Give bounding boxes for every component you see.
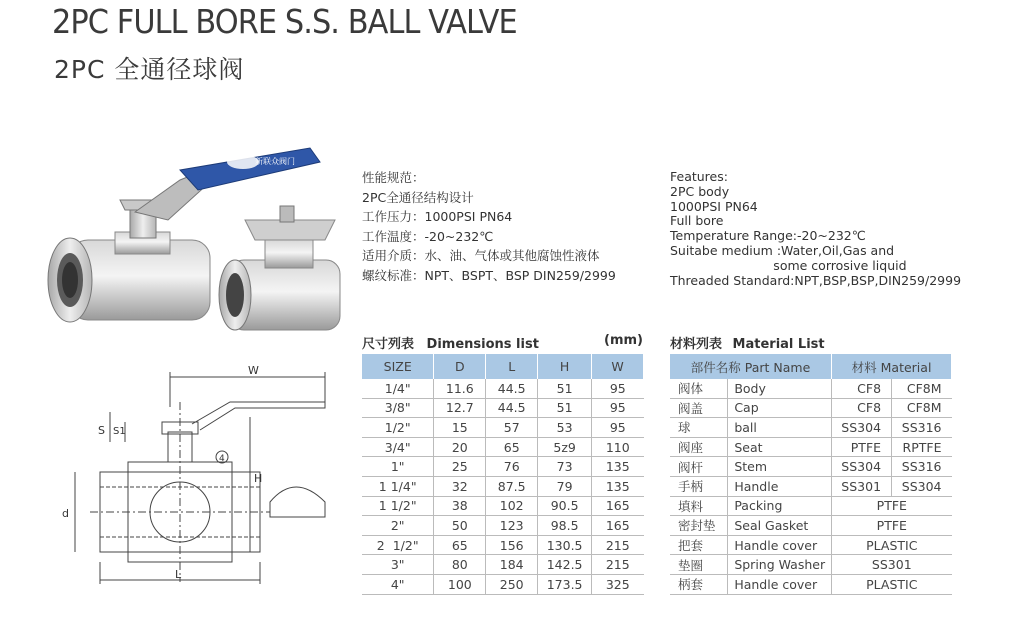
table-cell: 3/4" <box>362 437 434 457</box>
table-cell: 142.5 <box>538 555 592 575</box>
table-cell: 25 <box>434 457 486 477</box>
dimensions-unit: (mm) <box>604 333 643 348</box>
table-cell: 38 <box>434 496 486 516</box>
table-row <box>670 437 952 457</box>
table-cell: 53 <box>538 418 592 438</box>
label-h: H <box>254 472 263 485</box>
table-row <box>670 555 952 575</box>
table-row <box>362 496 644 516</box>
table-row <box>362 516 644 536</box>
table-cell: Spring Washer <box>728 555 832 575</box>
table-cell: 65 <box>434 535 486 555</box>
table-cell: 79 <box>538 476 592 496</box>
table-cell: 垫圈 <box>670 555 728 575</box>
table-row <box>362 457 644 477</box>
table-cell: 110 <box>592 437 644 457</box>
table-cell: Handle cover <box>728 574 832 594</box>
table-cell: 柄套 <box>670 574 728 594</box>
table-cell: 32 <box>434 476 486 496</box>
table-cell: 手柄 <box>670 476 728 496</box>
table-cell: 5z9 <box>538 437 592 457</box>
table-row <box>362 398 644 418</box>
table-cell: 1 1/4" <box>362 476 434 496</box>
table-cell: SS316 <box>892 457 952 477</box>
table-cell: SS304 <box>832 457 892 477</box>
table-cell: 123 <box>486 516 538 536</box>
table-cell: 20 <box>434 437 486 457</box>
table-cell: Stem <box>728 457 832 477</box>
table-cell: RPTFE <box>892 437 952 457</box>
table-row <box>362 418 644 438</box>
table-cell: PLASTIC <box>832 574 952 594</box>
table-header-row <box>362 354 644 379</box>
table-cell: Packing <box>728 496 832 516</box>
label-w: W <box>248 364 259 377</box>
table-cell: 1 1/2" <box>362 496 434 516</box>
label-d: d <box>62 507 69 520</box>
table-header-row <box>670 354 952 379</box>
spec-line: 性能规范： <box>362 170 425 185</box>
table-row <box>670 457 952 477</box>
feature-line: 2PC body <box>670 183 730 199</box>
table-cell: 球 <box>670 418 728 438</box>
table-row <box>670 476 952 496</box>
table-row <box>362 437 644 457</box>
feature-line: Features: <box>670 169 728 184</box>
table-cell: 密封垫 <box>670 516 728 536</box>
table-cell: 184 <box>486 555 538 575</box>
materials-title <box>670 333 825 352</box>
table-cell: CF8 <box>832 398 892 418</box>
spec-line: 工作温度：-20~232℃ <box>362 228 494 244</box>
table-row <box>362 574 644 594</box>
spec-line: 适用介质：水、油、气体或其他腐蚀性液体 <box>362 248 600 263</box>
table-cell: Seat <box>728 437 832 457</box>
page-title: 2PC FULL BORE S.S. BALL VALVE <box>52 2 517 41</box>
table-cell: 135 <box>592 476 644 496</box>
page-subtitle: 2PC 全通径球阀 <box>54 55 245 84</box>
table-cell: CF8M <box>892 379 952 398</box>
table-cell: 阀座 <box>670 437 728 457</box>
table-cell: 填料 <box>670 496 728 516</box>
table-cell: 阀盖 <box>670 398 728 418</box>
table-cell: 165 <box>592 496 644 516</box>
table-cell: PLASTIC <box>832 535 952 555</box>
table-cell: SS304 <box>892 476 952 496</box>
col-header-material: 材料 Material <box>832 354 952 379</box>
col-header: L <box>486 354 538 379</box>
table-row <box>670 418 952 438</box>
table-cell: 250 <box>486 574 538 594</box>
feature-line: some corrosive liquid <box>670 257 907 273</box>
table-cell: 12.7 <box>434 398 486 418</box>
table-cell: 2 1/2" <box>362 535 434 555</box>
table-cell: 阀杆 <box>670 457 728 477</box>
table-row <box>362 535 644 555</box>
table-cell: ball <box>728 418 832 438</box>
table-cell: 173.5 <box>538 574 592 594</box>
table-row <box>362 555 644 575</box>
table-cell: PTFE <box>832 437 892 457</box>
callout-number: 4 <box>219 454 225 464</box>
table-cell: 95 <box>592 418 644 438</box>
table-cell: 95 <box>592 398 644 418</box>
table-cell: 76 <box>486 457 538 477</box>
table-cell: 44.5 <box>486 398 538 418</box>
table-cell: 50 <box>434 516 486 536</box>
table-cell: 1/2" <box>362 418 434 438</box>
table-cell: 15 <box>434 418 486 438</box>
dimensions-table <box>362 354 644 595</box>
col-header-part: 部件名称 Part Name <box>670 354 832 379</box>
spec-line: 2PC全通径结构设计 <box>362 189 474 205</box>
table-cell: 87.5 <box>486 476 538 496</box>
table-cell: 57 <box>486 418 538 438</box>
table-row <box>670 398 952 418</box>
feature-line: Temperature Range:-20~232℃ <box>670 228 866 244</box>
table-cell: 135 <box>592 457 644 477</box>
feature-line: Suitabe medium :Water,Oil,Gas and <box>670 242 895 258</box>
table-cell: 1/4" <box>362 379 434 398</box>
spec-line: 工作压力：1000PSI PN64 <box>362 209 513 224</box>
table-cell: 4" <box>362 574 434 594</box>
table-cell: SS301 <box>832 555 952 575</box>
table-cell: Handle cover <box>728 535 832 555</box>
table-cell: Handle <box>728 476 832 496</box>
table-cell: 325 <box>592 574 644 594</box>
label-s1: S1 <box>113 426 126 437</box>
table-cell: 102 <box>486 496 538 516</box>
table-cell: 215 <box>592 555 644 575</box>
table-cell: 把套 <box>670 535 728 555</box>
materials-title-en: Material List <box>732 337 825 352</box>
table-row <box>362 476 644 496</box>
col-header: H <box>538 354 592 379</box>
table-cell: 130.5 <box>538 535 592 555</box>
table-cell: CF8M <box>892 398 952 418</box>
table-cell: 100 <box>434 574 486 594</box>
table-cell: 51 <box>538 379 592 398</box>
table-cell: SS301 <box>832 476 892 496</box>
table-cell: 44.5 <box>486 379 538 398</box>
product-photo <box>40 140 360 350</box>
feature-line: Full bore <box>670 213 724 229</box>
table-cell: 3" <box>362 555 434 575</box>
table-cell: 3/8" <box>362 398 434 418</box>
table-cell: 2" <box>362 516 434 536</box>
table-cell: Body <box>728 379 832 398</box>
table-cell: 215 <box>592 535 644 555</box>
table-cell: SS304 <box>832 418 892 438</box>
specs-cn <box>362 168 616 285</box>
table-cell: SS316 <box>892 418 952 438</box>
table-cell: PTFE <box>832 496 952 516</box>
table-cell: 阀体 <box>670 379 728 398</box>
table-row <box>362 379 644 398</box>
table-cell: 65 <box>486 437 538 457</box>
materials-table <box>670 354 952 595</box>
table-row <box>670 535 952 555</box>
table-cell: 1" <box>362 457 434 477</box>
col-header: W <box>592 354 644 379</box>
dimensions-title-en: Dimensions list <box>426 337 539 352</box>
dimensions-title <box>362 333 539 352</box>
table-cell: 165 <box>592 516 644 536</box>
table-cell: CF8 <box>832 379 892 398</box>
label-s: S <box>98 424 105 437</box>
col-header: D <box>434 354 486 379</box>
dimension-drawing <box>50 362 340 592</box>
table-cell: Seal Gasket <box>728 516 832 536</box>
table-cell: 98.5 <box>538 516 592 536</box>
table-cell: PTFE <box>832 516 952 536</box>
feature-line: Threaded Standard:NPT,BSP,BSP,DIN259/2999 <box>670 272 962 288</box>
col-header: SIZE <box>362 354 434 379</box>
materials-title-cn: 材料列表 <box>670 337 723 352</box>
spec-line: 螺纹标准：NPT、BSPT、BSP DIN259/2999 <box>362 267 616 283</box>
table-cell: 73 <box>538 457 592 477</box>
table-row <box>670 574 952 594</box>
table-cell: Cap <box>728 398 832 418</box>
feature-line: 1000PSI PN64 <box>670 198 758 214</box>
features-en <box>670 170 961 288</box>
table-cell: 156 <box>486 535 538 555</box>
label-l: L <box>175 568 182 581</box>
table-row <box>670 516 952 536</box>
dimensions-title-cn: 尺寸列表 <box>362 337 415 352</box>
table-cell: 51 <box>538 398 592 418</box>
table-cell: 95 <box>592 379 644 398</box>
handle-logo: 新联众阀门 <box>255 157 295 166</box>
table-row <box>670 379 952 398</box>
table-cell: 90.5 <box>538 496 592 516</box>
table-cell: 11.6 <box>434 379 486 398</box>
valve-with-mounting-pad <box>219 206 340 330</box>
table-row <box>670 496 952 516</box>
table-cell: 80 <box>434 555 486 575</box>
